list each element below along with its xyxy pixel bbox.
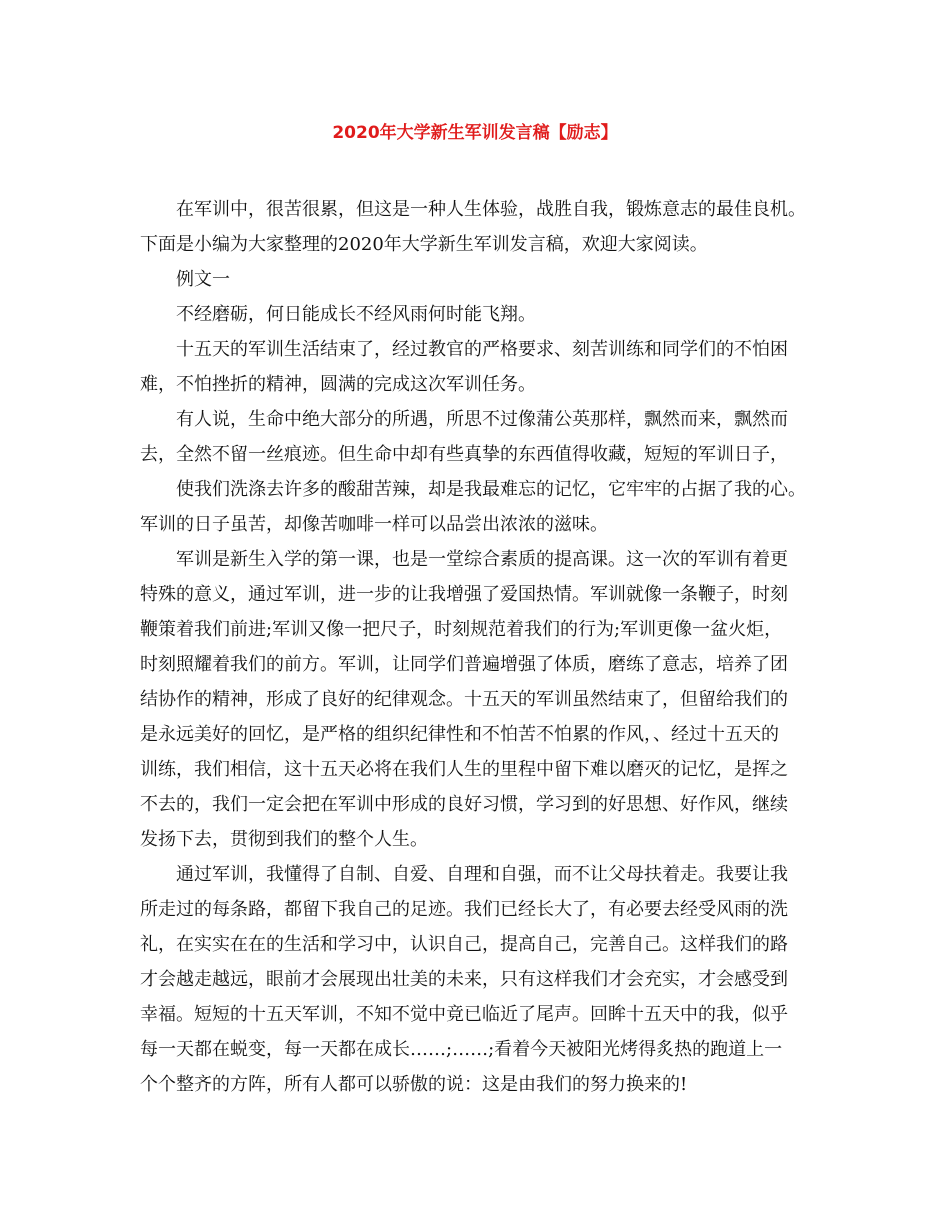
- paragraph-line: 是永远美好的回忆，是严格的组织纪律性和不怕苦不怕累的作风，、经过十五天的: [140, 724, 779, 745]
- paragraph-8: [140, 857, 830, 1102]
- paragraph-line: 礼，在实实在在的生活和学习中，认识自己，提高自己，完善自己。这样我们的路: [140, 934, 788, 955]
- paragraph-line: 例文一: [176, 269, 230, 290]
- paragraph-line: 不去的，我们一定会把在军训中形成的良好习惯，学习到的好思想、好作风，继续: [140, 794, 788, 815]
- paragraph-line: 个个整齐的方阵，所有人都可以骄傲的说：这是由我们的努力换来的!: [140, 1074, 688, 1095]
- paragraph-line: 军训的日子虽苦，却像苦咖啡一样可以品尝出浓浓的滋味。: [140, 514, 608, 535]
- paragraph-line: 有人说，生命中绝大部分的所遇，所思不过像蒲公英那样，飘然而来，飘然而: [176, 409, 788, 430]
- paragraph-line: 训练，我们相信，这十五天必将在我们人生的里程中留下难以磨灭的记忆，是挥之: [140, 759, 788, 780]
- paragraph-5: [140, 402, 830, 472]
- paragraph-line: 通过军训，我懂得了自制、自爱、自理和自强，而不让父母扶着走。我要让我: [176, 864, 788, 885]
- paragraph-7: [140, 542, 830, 857]
- paragraph-line: 所走过的每条路，都留下我自己的足迹。我们已经长大了，有必要去经受风雨的洗: [140, 899, 788, 920]
- document-body: [140, 192, 830, 1102]
- paragraph-line: 在军训中，很苦很累，但这是一种人生体验，战胜自我，锻炼意志的最佳良机。: [176, 199, 806, 220]
- paragraph-line: 才会越走越远，眼前才会展现出壮美的未来，只有这样我们才会充实，才会感受到: [140, 969, 788, 990]
- paragraph-1: [140, 192, 830, 262]
- paragraph-line: 十五天的军训生活结束了，经过教官的严格要求、刻苦训练和同学们的不怕困: [176, 339, 788, 360]
- paragraph-line: 发扬下去，贯彻到我们的整个人生。: [140, 829, 428, 850]
- paragraph-line: 时刻照耀着我们的前方。军训，让同学们普遍增强了体质，磨练了意志，培养了团: [140, 654, 788, 675]
- paragraph-line: 幸福。短短的十五天军训，不知不觉中竟已临近了尾声。回眸十五天中的我，似乎: [140, 1004, 788, 1025]
- paragraph-line: 下面是小编为大家整理的2020年大学新生军训发言稿，欢迎大家阅读。: [140, 234, 708, 255]
- paragraph-line: 结协作的精神，形成了良好的纪律观念。十五天的军训虽然结束了，但留给我们的: [140, 689, 788, 710]
- paragraph-line: 难，不怕挫折的精神，圆满的完成这次军训任务。: [140, 374, 536, 395]
- paragraph-line: 鞭策着我们前进;军训又像一把尺子，时刻规范着我们的行为;军训更像一盆火炬，: [140, 619, 783, 640]
- paragraph-2: [140, 262, 830, 297]
- paragraph-4: [140, 332, 830, 402]
- paragraph-3: [140, 297, 830, 332]
- paragraph-line: 去，全然不留一丝痕迹。但生命中却有些真挚的东西值得收藏，短短的军训日子，: [140, 444, 788, 465]
- paragraph-line: 每一天都在蜕变，每一天都在成长……;……;看着今天被阳光烤得炙热的跑道上一: [140, 1039, 783, 1060]
- paragraph-line: 特殊的意义，通过军训，进一步的让我增强了爱国热情。军训就像一条鞭子，时刻: [140, 584, 788, 605]
- paragraph-line: 不经磨砺，何日能成长不经风雨何时能飞翔。: [176, 304, 536, 325]
- document-title: 2020年大学新生军训发言稿【励志】: [332, 123, 618, 143]
- paragraph-line: 军训是新生入学的第一课，也是一堂综合素质的提高课。这一次的军训有着更: [176, 549, 788, 570]
- paragraph-line: 使我们洗涤去许多的酸甜苦辣，却是我最难忘的记忆，它牢牢的占据了我的心。: [176, 479, 806, 500]
- paragraph-6: [140, 472, 830, 542]
